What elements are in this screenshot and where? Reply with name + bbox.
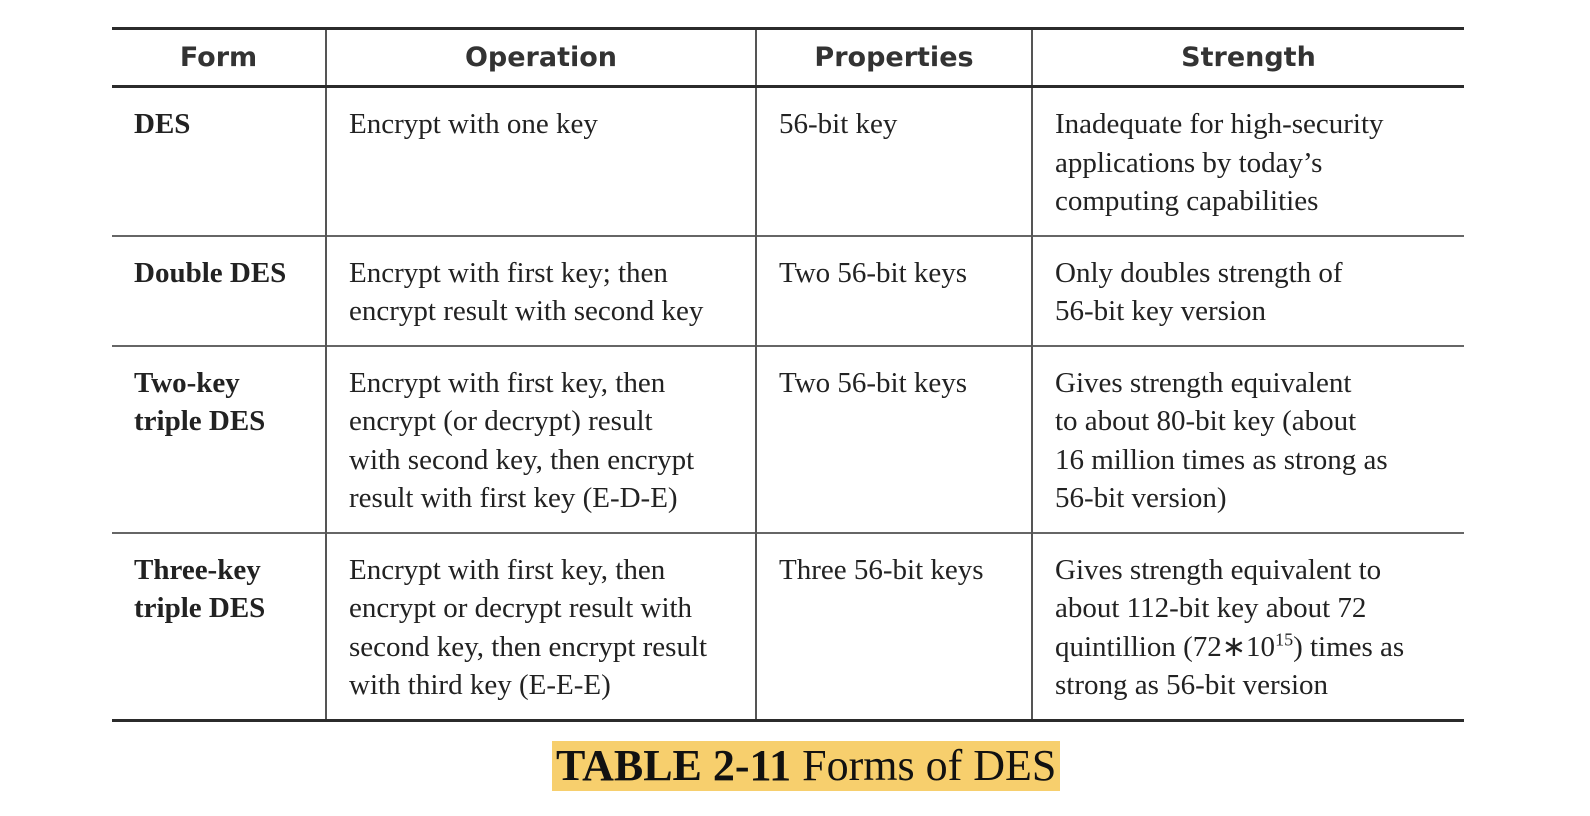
cell-strength <box>1032 346 1464 533</box>
table-row <box>112 236 1464 346</box>
cell-form <box>112 533 326 721</box>
cell-line: Two 56-bit keys <box>779 366 968 399</box>
cell-line: encrypt result with second key <box>349 295 704 327</box>
cell-line: DES <box>134 108 191 140</box>
cell-line: Gives strength equivalent <box>1055 366 1352 399</box>
cell-line: with third key (E-E-E) <box>349 669 611 701</box>
header-strength: Strength <box>1032 29 1464 87</box>
des-forms-table-container <box>112 27 1464 722</box>
cell-form <box>112 346 326 533</box>
cell-line: Three-key <box>134 553 261 586</box>
cell-line: Encrypt with first key, then <box>349 366 666 399</box>
cell-line: with second key, then encrypt <box>349 443 695 476</box>
table-row <box>112 87 1464 236</box>
caption-label: TABLE 2-11 <box>556 741 792 790</box>
table-caption <box>552 741 1060 791</box>
cell-line: encrypt or decrypt result with <box>349 592 693 624</box>
cell-properties <box>756 346 1032 533</box>
cell-line: result with first key (E-D-E) <box>349 482 678 514</box>
cell-line: 56-bit key version <box>1055 295 1267 327</box>
cell-line: second key, then encrypt result <box>349 630 708 663</box>
cell-line: applications by today’s <box>1055 146 1323 179</box>
table-row <box>112 346 1464 533</box>
cell-line: strong as 56-bit version <box>1055 669 1329 701</box>
cell-line: Encrypt with first key, then <box>349 553 666 586</box>
header-properties: Properties <box>756 29 1032 87</box>
cell-line: Two-key <box>134 366 240 399</box>
header-form: Form <box>179 42 258 73</box>
cell-strength <box>1032 236 1464 346</box>
cell-operation <box>326 236 756 346</box>
cell-line: triple DES <box>134 592 266 624</box>
table-row <box>112 533 1464 721</box>
caption-text: Forms of DES <box>791 741 1057 790</box>
header-operation: Operation <box>326 29 756 87</box>
cell-line: Encrypt with one key <box>349 108 598 140</box>
cell-line: about 112-bit key about 72 <box>1055 592 1367 624</box>
cell-line <box>1055 628 1444 667</box>
cell-line: to about 80-bit key (about <box>1055 405 1357 437</box>
cell-line: Three 56-bit keys <box>779 553 984 586</box>
cell-line: triple DES <box>134 405 266 437</box>
cell-line: 56-bit key <box>779 108 898 140</box>
cell-line: Gives strength equivalent to <box>1055 553 1382 586</box>
text-fragment: quintillion (72∗10 <box>1055 630 1276 663</box>
superscript-exponent: 15 <box>1275 628 1294 649</box>
text-fragment: ) times as <box>1293 630 1405 663</box>
cell-properties <box>756 236 1032 346</box>
cell-line: Inadequate for high-security <box>1055 108 1384 140</box>
cell-operation <box>326 87 756 236</box>
cell-line: Two 56-bit keys <box>779 256 968 289</box>
cell-line: Only doubles strength of <box>1055 256 1343 289</box>
cell-line: 16 million times as strong as <box>1055 443 1388 476</box>
cell-properties <box>756 533 1032 721</box>
cell-operation <box>326 533 756 721</box>
des-forms-table <box>112 27 1464 722</box>
cell-line: Double DES <box>134 256 287 289</box>
cell-line: computing capabilities <box>1055 185 1319 217</box>
cell-line: Encrypt with first key; then <box>349 256 668 289</box>
cell-operation <box>326 346 756 533</box>
cell-strength <box>1032 533 1464 721</box>
cell-strength <box>1032 87 1464 236</box>
cell-form <box>112 87 326 236</box>
cell-properties <box>756 87 1032 236</box>
cell-line: 56-bit version) <box>1055 482 1227 514</box>
cell-line: encrypt (or decrypt) result <box>349 405 653 437</box>
table-header-row <box>112 29 1464 87</box>
cell-form <box>112 236 326 346</box>
